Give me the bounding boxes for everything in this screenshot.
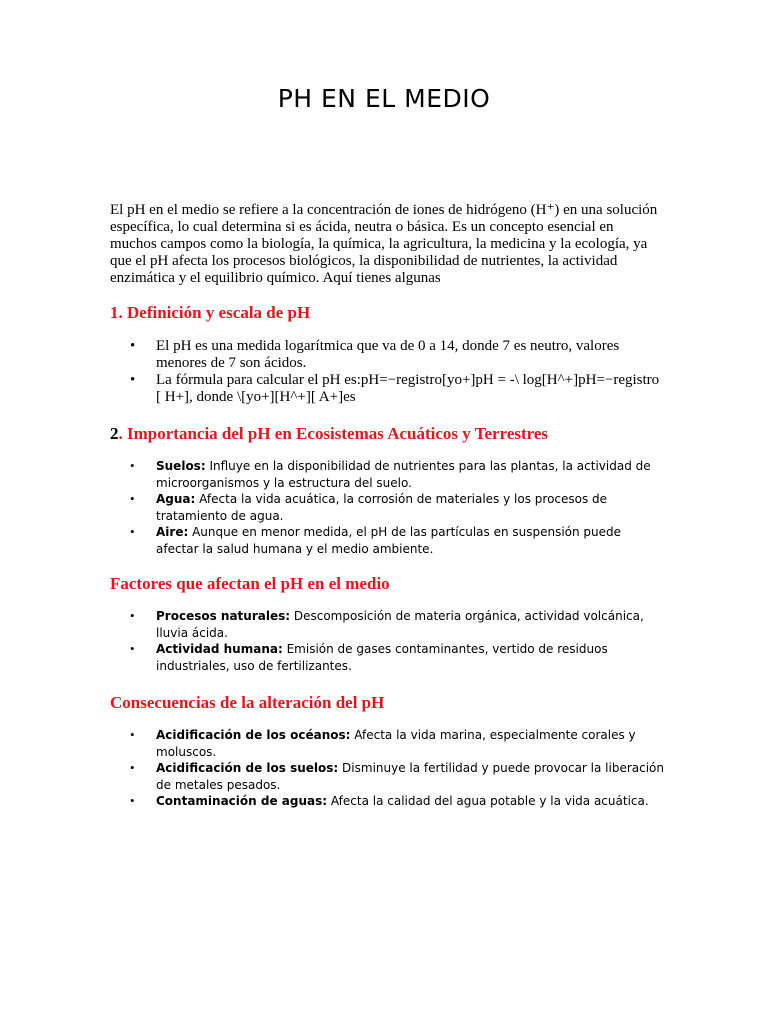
section3-list xyxy=(110,608,665,674)
bullet-icon: • xyxy=(130,608,135,623)
list-item: • La fórmula para calcular el pH es:pH=−registro[yo+]pH = -\ log[H^+]pH=−registro [ H+], donde \[yo+][H^+][ A+]es xyxy=(130,372,660,405)
intro-paragraph: El pH en el medio se refiere a la concentración de iones de hidrógeno (H⁺) en una solución específica, lo cual determina si es ácida, neutra o básica. Es un concepto esencial en muchos campos como la biología, la química, la agricultura, la medicina y la ecología, ya que el pH afecta los procesos biológicos, la disponibilidad de nutrientes, la actividad enzimática y el equilibrio químico. Aquí tienes algunas xyxy=(110,202,658,286)
bullet-icon: • xyxy=(130,491,135,506)
section1-list xyxy=(110,338,665,406)
bullet-icon: • xyxy=(130,524,135,539)
section2-list xyxy=(110,458,665,557)
bullet-icon: • xyxy=(130,727,135,742)
bullet-icon: • xyxy=(130,372,136,388)
document-title: PH EN EL MEDIO xyxy=(277,84,491,113)
section4-heading: Consecuencias de la alteración del pH xyxy=(110,693,385,712)
list-item: • Aire: Aunque en menor medida, el pH de las partículas en suspensión puede afectar la salud humana y el medio ambiente. xyxy=(130,524,622,556)
list-item: • Procesos naturales: Descomposición de materia orgánica, actividad volcánica, lluvia ácida. xyxy=(130,608,644,640)
list-item: • Acidificación de los océanos: Afecta la vida marina, especialmente corales y moluscos. xyxy=(130,727,636,759)
list-item: • El pH es una medida logarítmica que va de 0 a 14, donde 7 es neutro, valores menores de 7 son ácidos. xyxy=(130,338,620,371)
list-item: • Contaminación de aguas: Afecta la calidad del agua potable y la vida acuática. xyxy=(130,793,649,808)
bullet-icon: • xyxy=(130,760,135,775)
list-item: • Acidificación de los suelos: Disminuye la fertilidad y puede provocar la liberación de metales pesados. xyxy=(130,760,665,792)
section4-list xyxy=(110,727,665,810)
list-item: • Suelos: Influye en la disponibilidad de nutrientes para las plantas, la actividad de microorganismos y la estructura del suelo. xyxy=(130,458,651,490)
list-item: • Actividad humana: Emisión de gases contaminantes, vertido de residuos industriales, uso de fertilizantes. xyxy=(130,641,608,673)
bullet-icon: • xyxy=(130,338,136,354)
section2-heading: 2. Importancia del pH en Ecosistemas Acuáticos y Terrestres xyxy=(110,424,549,443)
section1-heading: 1. Definición y escala de pH xyxy=(110,303,311,322)
section3-heading: Factores que afectan el pH en el medio xyxy=(110,574,390,593)
list-item: • Agua: Afecta la vida acuática, la corrosión de materiales y los procesos de tratamiento de agua. xyxy=(130,491,608,523)
bullet-icon: • xyxy=(130,458,135,473)
bullet-icon: • xyxy=(130,793,135,808)
bullet-icon: • xyxy=(130,641,135,656)
